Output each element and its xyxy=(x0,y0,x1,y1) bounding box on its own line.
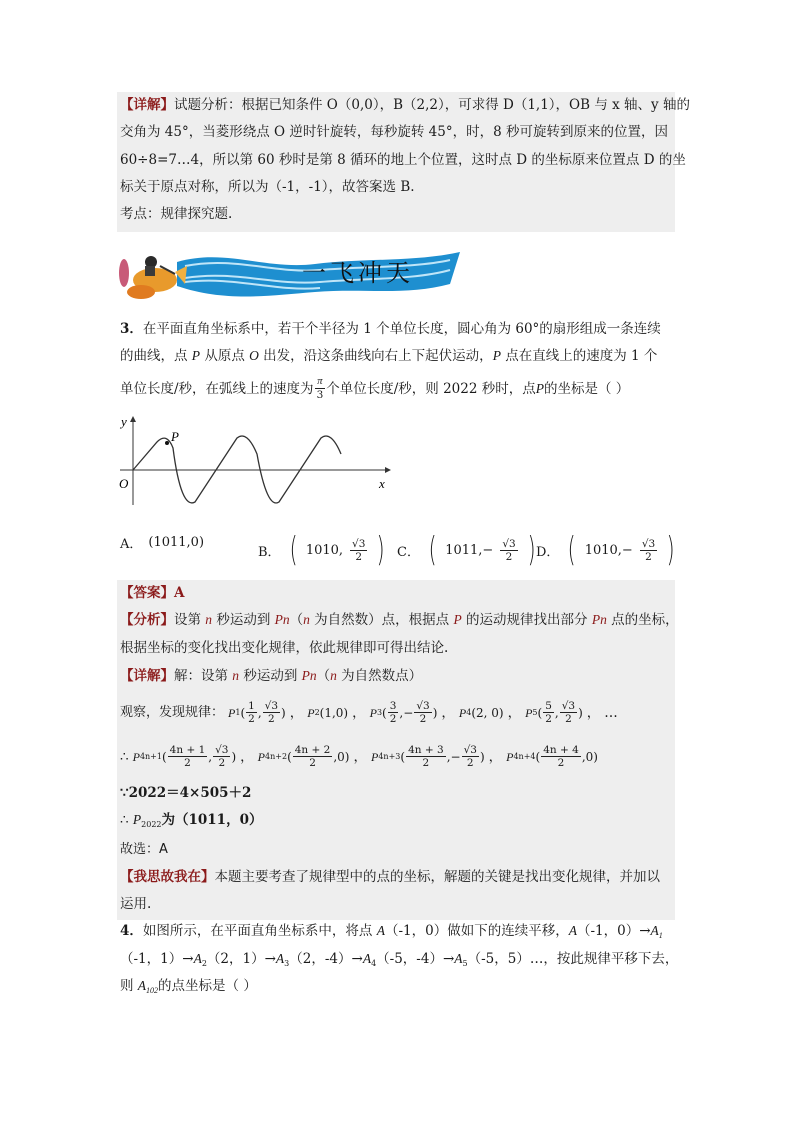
observe-line: 观察，发现规律： P 1 ( $\frac{1}{2}$ , $\frac{√3}{2}$ ) ， P 2 (1,0) ， P 3 ( $\frac{3}{2}$ , − $\frac{√3}{2}$ ) ， P 4 (2, 0) ， P 5 ( $\frac{5}{2}$ , $\frac{√3}{2}$ ) ， … xyxy=(120,700,618,725)
graph-origin-label: O xyxy=(119,476,129,491)
x-axis-arrow-icon xyxy=(385,467,391,473)
pattern-line: ∴ P 4n+1 ( $\frac{4n + 1}{2}$ , $\frac{√3}{2}$ ) ， P 4n+2 ( $\frac{4n + 2}{2}$ ,0) ， P 4n+3 ( $\frac{4n + 3}{2}$ ,− $\frac{√3}{2}$ ) ， P 4n+4 ( $\frac{4n + 4}{2}$ ,0) xyxy=(120,744,598,769)
kaodian-line: 考点：规律探究题. xyxy=(120,206,233,222)
detail-line-3: 60÷8=7…4，所以第 60 秒时是第 8 循环的地上个位置，这时点 D 的坐标原来位置点 D 的坐 xyxy=(120,152,686,168)
option-c[interactable]: C． ( 1011,− $\frac{√3}{2}$ ) xyxy=(397,530,536,570)
answer-line: 【答案】A xyxy=(120,585,185,601)
graph-p-label: P xyxy=(171,429,179,444)
q4-line-2: （-1，$1)\to A_2(2$，$1)\to A_3(2$，$-4)\to A_4(-5$，$-4)\to A_5(-5$，5）…，按此规律平移下去， xyxy=(120,951,679,968)
general-4n1: P 4n+1 ( $\frac{4n + 1}{2}$ , $\frac{√3}{2}$ ) xyxy=(132,744,237,769)
choose-line: 故选：A xyxy=(120,842,168,857)
point-p2: P 2 (1,0) xyxy=(307,705,349,720)
reflect-line-2: 运用. xyxy=(120,896,152,912)
q3-line-1: 3．在平面直角坐标系中，若干个半径为 1 个单位长度，圆心角为 60°的扇形组成一条连续 xyxy=(120,321,661,337)
detail-line-1: 【详解】试题分析：根据已知条件 O（0,0），B（2,2），可求得 D（1,1），OB 与 x 轴、y 轴的 xyxy=(120,97,690,113)
point-p xyxy=(165,441,169,445)
q3-line-2: 的曲线，点 P 从原点 O 出发，沿这条曲线向右上下起伏运动，P 点在直线上的速度为 1 个 xyxy=(120,348,658,364)
point-p5: P 5 ( $\frac{5}{2}$ , $\frac{√3}{2}$ ) xyxy=(525,700,583,725)
general-4n4: P 4n+4 ( $\frac{4n + 4}{2}$ ,0) xyxy=(506,744,598,769)
detail-line-4: 标关于原点对称，所以为（-1，-1），故答案选 B. xyxy=(120,179,415,195)
analysis-line-1: 【分析】设第 n 秒运动到 Pn（n 为自然数）点，根据点 P 的运动规律找出部分 Pn 点的坐标， xyxy=(120,612,679,628)
q4-line-1: 4．如图所示，在平面直角坐标系中，将点 A（-1，0）做如下的连续平移，A（-1，$0)\to A_1$ xyxy=(120,923,663,940)
graph-x-label: x xyxy=(379,476,385,491)
option-b[interactable]: B． ( 1010, $\frac{√3}{2}$ ) xyxy=(258,530,386,570)
detail-line-2: 交角为 45°，当菱形绕点 O 逆时针旋转，每秒旋转 45°，时，8 秒可旋转到原来的位置，因 xyxy=(120,124,668,140)
q4-line-3: 则 $A_{102}$的点坐标是（ ） xyxy=(120,978,257,995)
result-line: ∴ $P_{2022}$为（1011，0） xyxy=(120,812,263,829)
reflect-line-1: 【我思故我在】本题主要考查了规律型中的点的坐标，解题的关键是找出变化规律，并加以 xyxy=(120,869,660,885)
detail2-line-1: 【详解】解：设第 n 秒运动到 Pn（n 为自然数点） xyxy=(120,668,423,684)
point-p1: P 1 ( $\frac{1}{2}$ , $\frac{√3}{2}$ ) xyxy=(228,700,286,725)
option-a[interactable]: A． (1011,0) xyxy=(120,535,205,552)
point-p3: P 3 ( $\frac{3}{2}$ , − $\frac{√3}{2}$ ) xyxy=(369,700,438,725)
detail-tag: 【详解】 xyxy=(120,97,174,113)
wave-graph xyxy=(115,410,395,510)
banner-title: 一飞冲天 xyxy=(302,259,414,287)
y-axis-arrow-icon xyxy=(130,416,136,422)
graph-y-label: y xyxy=(121,414,127,429)
airplane-icon xyxy=(119,256,187,299)
q3-line-3: 单位长度/秒，在弧线上的速度为 $\frac{\pi}{3}$ 个单位长度/秒，则 2022 秒时，点 P 的坐标是（ ） xyxy=(120,376,630,401)
analysis-line-2: 根据坐标的变化找出变化规律，依此规律即可得出结论. xyxy=(120,640,449,656)
point-p4: P 4 (2, 0) xyxy=(458,705,504,720)
pi-over-3-fraction: $\frac{\pi}{3}$ xyxy=(316,376,324,401)
option-d[interactable]: D． ( 1010,− $\frac{√3}{2}$ ) xyxy=(536,530,675,570)
because-line: ∵2022＝4×505＋2 xyxy=(120,785,252,801)
general-4n2: P 4n+2 ( $\frac{4n + 2}{2}$ ,0) xyxy=(257,744,350,769)
general-4n3: P 4n+3 ( $\frac{4n + 3}{2}$ ,− $\frac{√3}{2}$ ) xyxy=(371,744,485,769)
